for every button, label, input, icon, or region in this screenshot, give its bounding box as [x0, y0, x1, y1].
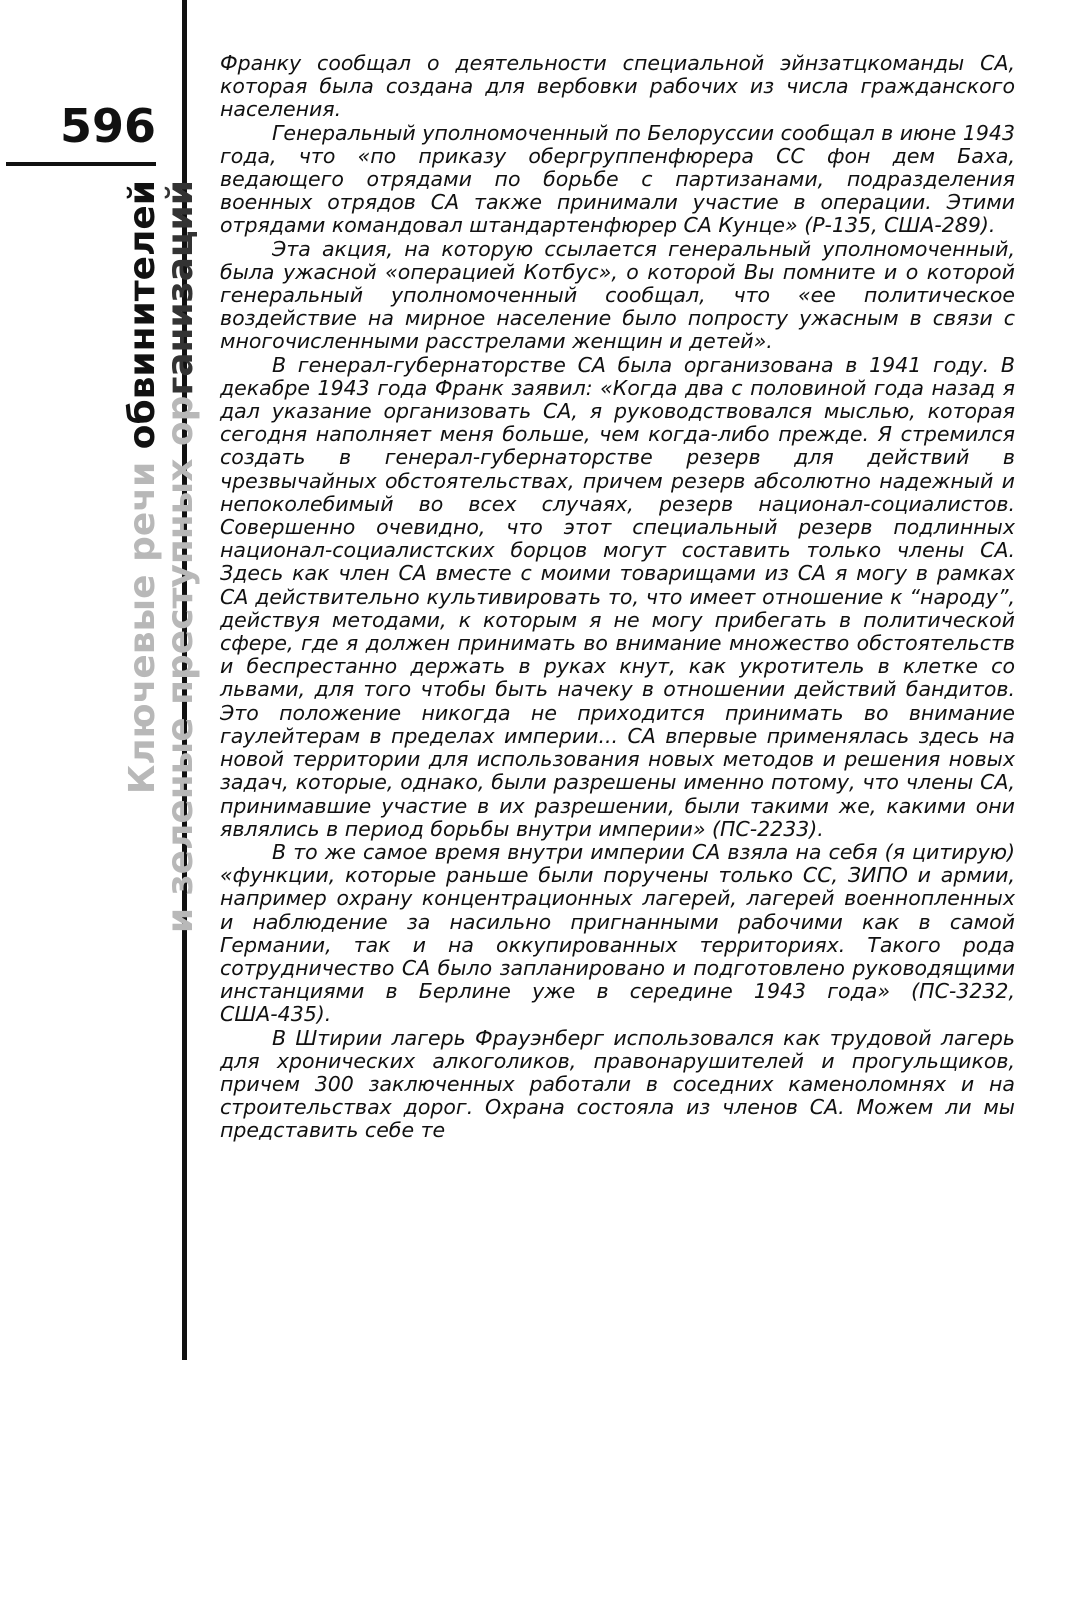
running-head-line1-faded: Ключевые речи — [122, 449, 163, 795]
paragraph: В то же самое время внутри империи СА взяла на себя (я цитирую) «функции, которые раньше были поручены только СС, ЗИПО и армии, например охрану концентрационных лагерей, лагерей военнопленных и наблюдение за насильно пригнанными рабочими как в самой Германии, так и на оккупированных территориях. Такого рода сотрудничество СА было запланировано и подготовлено руководящими инстанциями в Берлине уже в середине 1943 года» (ПС-3232, США-435). — [220, 839, 1015, 1027]
running-head-line2 — [162, 180, 200, 960]
body-text — [220, 52, 1015, 1143]
running-head-line1 — [124, 180, 162, 960]
running-head-line2-faded: и зеленые преступных ор — [160, 395, 201, 934]
running-head-line1-bold: обвинителей — [122, 180, 163, 450]
page-number: 596 — [60, 99, 157, 153]
paragraph: Франку сообщал о деятельности специальной эйнзатцкоманды СА, которая была создана для вербовки рабочих из числа гражданского населения. — [220, 51, 1015, 122]
paragraph: Эта акция, на которую ссылается генеральный уполномоченный, была ужасной «операцией Котбус», о которой Вы помните и о которой генеральный уполномоченный сообщал, что «ее политическое воздействие на мирное население было попросту ужасным в связи с многочисленными расстрелами женщин и детей». — [220, 236, 1015, 354]
running-head-line2-bold: ганизаций — [160, 180, 201, 396]
paragraph: Генеральный уполномоченный по Белоруссии сообщал в июне 1943 года, что «по приказу обергруппенфюрера СС фон дем Баха, ведающего отрядами по борьбе с партизанами, подразделения военных отрядов СА также принимали участие в операции. Этими отрядами командовал штандартенфюрер СА Кунце» (Р-135, США-289). — [220, 120, 1015, 238]
paragraph: В генерал-губернаторстве СА была организована в 1941 году. В декабре 1943 года Франк заявил: «Когда два с половиной года назад я дал указание организовать СА, я руководствовался мыслью, которая сегодня наполняет меня больше, чем когда-либо прежде. Я стремился создать в генерал-губернаторстве резерв для действий в чрезвычайных обстоятельствах, причем резерв абсолютно надежный и непоколебимый во всех случаях, резерв национал-социалистов. Совершенно очевидно, что этот специальный резерв подлинных национал-социалистских борцов могут составить только члены СА. Здесь как член СА вместе с моими товарищами из СА я могу в рамках СА действительно культивировать то, что имеет отношение к “народу”, действуя методами, к которым я не могу прибегать в политической сфере, где я должен принимать во внимание множество обстоятельств и беспрестанно держать в руках кнут, как укротитель в клетке со львами, для того чтобы быть начеку в отношении действий бандитов. Это положение никогда не приходится принимать во внимание гаулейтерам в пределах империи... СА впервые применялась здесь на новой территории для использования новых методов и решения новых задач, которые, однако, были разрешены именно потому, что члены СА, принимавшие участие в их разрешении, были такими же, какими они являлись в период борьбы внутри империи» (ПС-2233). — [220, 352, 1015, 841]
paragraph: В Штирии лагерь Фрауэнберг использовался как трудовой лагерь для хронических алкоголиков, правонарушителей и прогульщиков, причем 300 заключенных работали в соседних каменоломнях и на строительствах дорог. Охрана состояла из членов СА. Можем ли мы представить себе те — [220, 1025, 1015, 1143]
running-head — [124, 180, 200, 960]
page-number-rule — [6, 162, 156, 166]
